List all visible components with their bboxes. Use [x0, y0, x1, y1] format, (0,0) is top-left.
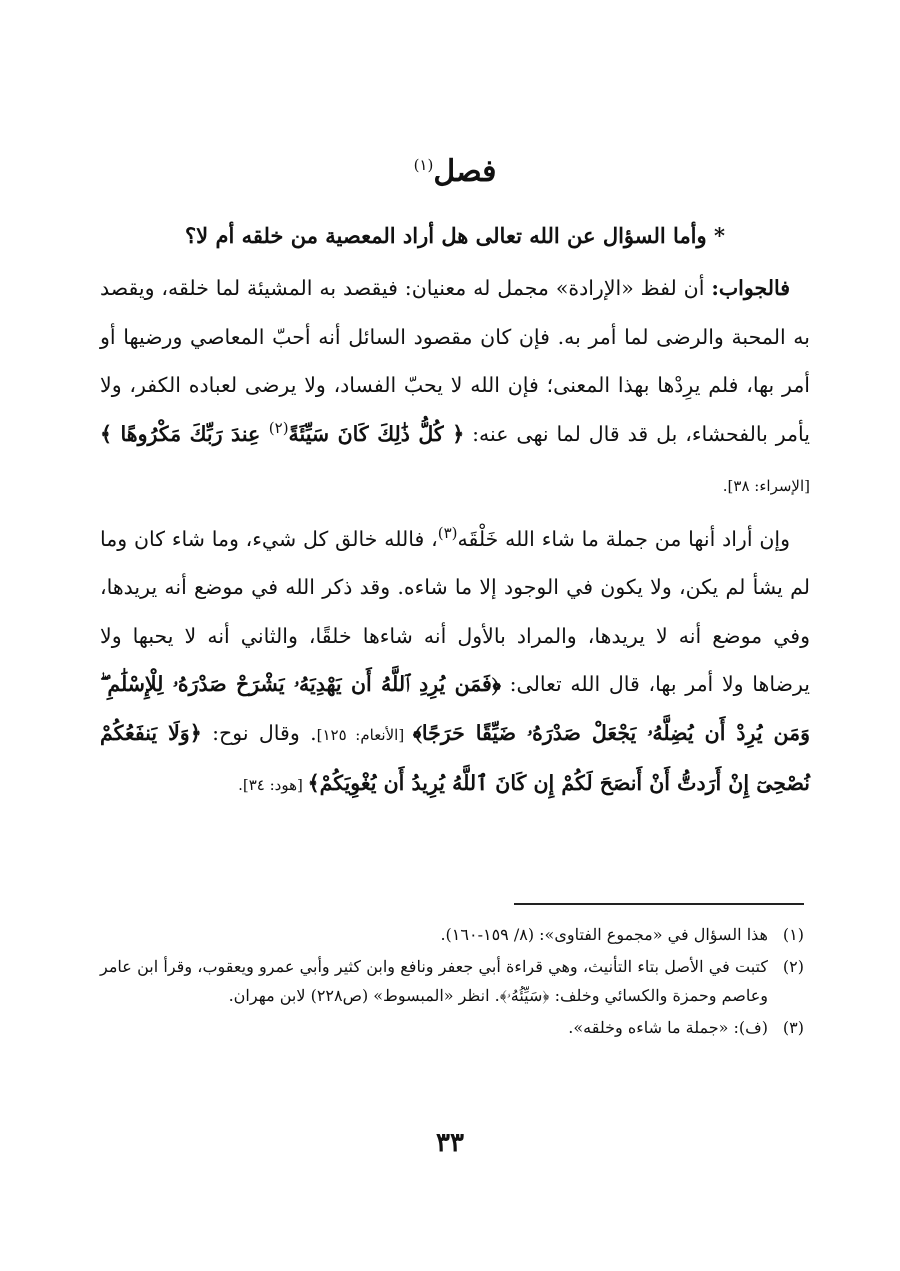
verse-anam: ﴿فَمَن يُرِدِ ٱللَّهُ أَن يَهْدِيَهُۥ يَشْرَحْ صَدْرَهُۥ لِلْإِسْلَٰمِ ۖ وَمَن يُرِدْ أَن يُضِلَّهُۥ يَجْعَلْ صَدْرَهُۥ ضَيِّقًا حَرَجًا﴾ [100, 672, 810, 745]
footnote-number: (٣) [782, 1018, 804, 1037]
chapter-title [100, 150, 810, 194]
footnote-1 [100, 920, 804, 949]
footnote-ref-3: (٣) [437, 523, 458, 542]
answer-text: أن لفظ «الإرادة» مجمل له معنيان: فيقصد به المشيئة لما خلقه، ويقصد به المحبة والرضى لما أمر به. فإن كان مقصود السائل أنه أحبّ المعاصي ورضيها أو أمر بها، فلم يرِدْها بهذا المعنى؛ فإن الله لا يحبّ الفساد، ولا يرضى لعباده الكفر، ولا يأمر بالفحشاء، بل قد قال لما نهى عنه: [100, 276, 810, 446]
verse-isra-part2: عِندَ رَبِّكَ مَكْرُوهًا ﴾ [100, 421, 269, 446]
paragraph-answer [100, 264, 810, 511]
paragraph-will [100, 515, 810, 810]
footnote-text: هذا السؤال في «مجموع الفتاوى»: (٨/ ١٥٩-١٦٠). [440, 925, 768, 944]
footnote-2 [100, 952, 804, 1010]
question-heading: * وأما السؤال عن الله تعالى هل أراد المعصية من خلقه أم لا؟ [185, 223, 725, 248]
answer-lead: فالجواب: [711, 276, 790, 300]
footnotes [100, 920, 804, 1045]
footnote-ref-2: (٢) [268, 418, 289, 437]
chapter-title-footnote-ref: (١) [413, 156, 434, 174]
will-text-1: وإن أراد أنها من جملة ما شاء الله خَلْقَه [457, 526, 790, 551]
will-text-2: ، فالله خالق كل شيء، وما شاء كان وما لم يشأ لم يكن، ولا يكون في الوجود إلا ما شاءه. وقد ذكر الله في موضع أنه يريدها، وفي موضع أنه لا يريدها، والمراد بالأول أنه شاءها خلقًا، والثاني أنه لا يحبها ولا يرضاها ولا أمر بها، قال الله تعالى: [100, 526, 810, 696]
citation-anam: [الأنعام: ١٢٥] [316, 725, 413, 744]
footnote-3 [100, 1013, 804, 1042]
footnote-text: كتبت في الأصل بتاء التأنيث، وهي قراءة أبي جعفر ونافع وابن كثير وأبي عمرو ويعقوب، وقرأ ابن عامر وعاصم وحمزة والكسائي وخلف: ﴿سَيِّئُهُۥ﴾. انظر «المبسوط» (ص٢٢٨) لابن مهران. [100, 957, 769, 1005]
verse-isra-part1: ﴿ كُلُّ ذَٰلِكَ كَانَ سَيِّئَةً [288, 421, 465, 446]
citation-hud: [هود: ٣٤]. [238, 776, 308, 794]
page-number: ٣٣ [436, 1128, 464, 1158]
chapter-title-text: فصل [433, 154, 497, 189]
footnote-number: (٢) [782, 957, 804, 976]
citation-isra: [الإسراء: ٣٨]. [722, 477, 810, 495]
page-body [100, 150, 810, 814]
verse-hud: ﴿وَلَا يَنفَعُكُمْ نُصْحِىٓ إِنْ أَرَدتُّ أَنْ أَنصَحَ لَكُمْ إِن كَانَ ٱللَّهُ يُرِيدُ أَن يُغْوِيَكُمْ﴾ [100, 720, 810, 795]
will-text-3: . وقال نوح: [201, 720, 317, 745]
footnote-text: (ف): «جملة ما شاءه وخلقه». [568, 1018, 768, 1037]
footnote-number: (١) [782, 925, 804, 944]
footnote-divider [514, 903, 804, 905]
